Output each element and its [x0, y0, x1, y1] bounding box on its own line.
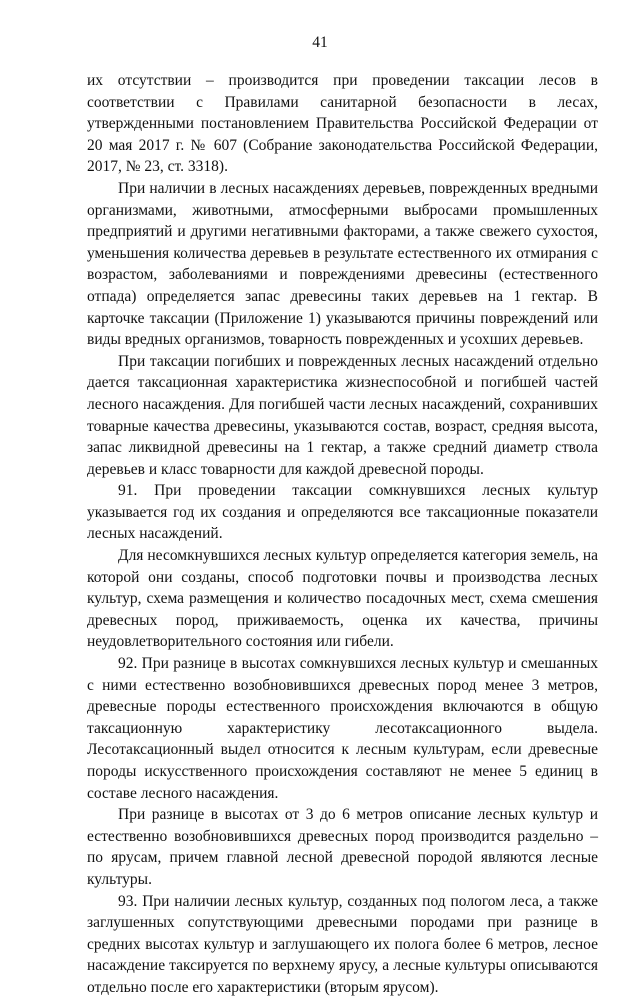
page-number: 41	[312, 34, 328, 51]
paragraph-height-difference: При разнице в высотах от 3 до 6 метров описание лесных культур и естественно возобновившихся древесных пород производится раздельно – по ярусам, причем главной лесной древесной породой являются лесные культуры.	[87, 806, 598, 888]
paragraph-item-91: 91. При проведении таксации сомкнувшихся лесных культур указывается год их создания и определяются все таксационные показатели лесных насаждений.	[87, 482, 598, 543]
document-body	[87, 70, 598, 999]
paragraph-damaged-trees: При наличии в лесных насаждениях деревьев, поврежденных вредными организмами, животными, атмосферными выбросами промышленных предприятий и другими негативными факторами, а также свежего сухостоя, уменьшения количества деревьев в результате естественного их отмирания с возрастом, заболеваниями и повреждениями древесины (естественного отпада) определяется запас древесины таких деревьев на 1 гектар. В карточке таксации (Приложение 1) указываются причины повреждений или виды вредных организмов, товарность поврежденных и усохших деревьев.	[87, 179, 598, 349]
paragraph-item-92: 92. При разнице в высотах сомкнувшихся лесных культур и смешанных с ними естественно возобновившихся древесных пород менее 3 метров, древесные породы естественного происхождения включаются в общую таксационную характеристику лесотаксационного выдела. Лесотаксационный выдел относится к лесным культурам, если древесные породы искусственного происхождения составляют не менее 5 единиц в составе лесного насаждения.	[87, 655, 598, 802]
paragraph-unclosed-cultures: Для несомкнувшихся лесных культур определяется категория земель, на которой они созданы, способ подготовки почвы и производства лесных культур, схема размещения и количество посадочных мест, схема смешения древесных пород, приживаемость, оценка их качества, причины неудовлетворительного состояния или гибели.	[87, 547, 598, 651]
paragraph-continuation: их отсутствии – производится при проведении таксации лесов в соответствии с Правилами санитарной безопасности в лесах, утвержденными постановлением Правительства Российской Федерации от 20 мая 2017 г. № 607 (Собрание законодательства Российской Федерации, 2017, № 23, ст. 3318).	[87, 72, 598, 176]
paragraph-item-93: 93. При наличии лесных культур, созданных под пологом леса, а также заглушенных сопутствующими древесными породами при разнице в средних высотах культур и заглушающего их полога более 6 метров, лесное насаждение таксируется по верхнему ярусу, а лесные культуры описываются отдельно после его характеристики (вторым ярусом).	[87, 892, 598, 996]
paragraph-dead-stands: При таксации погибших и поврежденных лесных насаждений отдельно дается таксационная характеристика жизнеспособной и погибшей частей лесного насаждения. Для погибшей части лесных насаждений, сохранивших товарные качества древесины, указываются состав, возраст, средняя высота, запас ликвидной древесины на 1 гектар, а также средний диаметр ствола деревьев и класс товарности для каждой древесной породы.	[87, 352, 598, 478]
